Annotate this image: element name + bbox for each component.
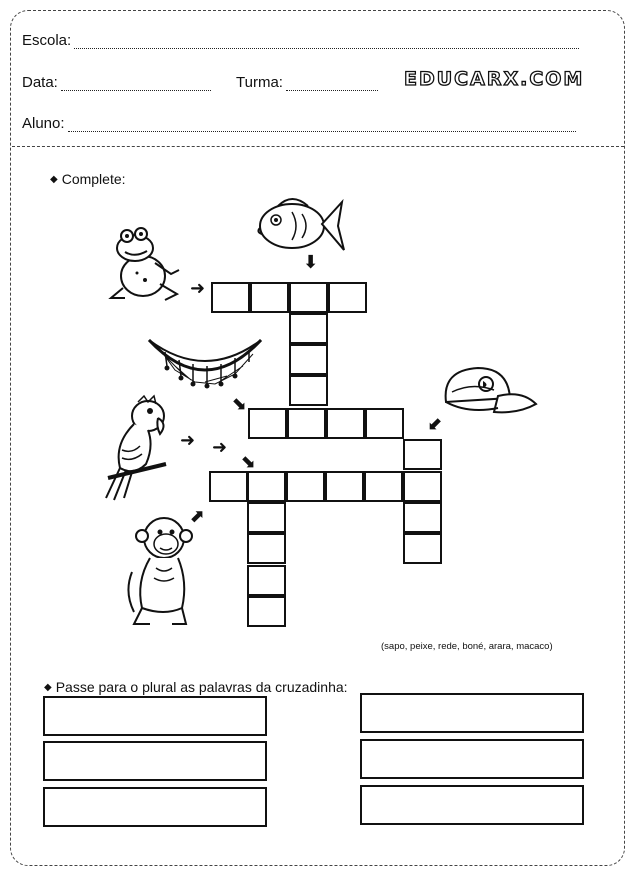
student-input-line[interactable]: [68, 119, 576, 132]
arrow-frog-icon: ➜: [190, 278, 206, 298]
header-divider: [12, 146, 624, 147]
arrow-arara-icon: ⬊: [240, 451, 256, 471]
answer-box[interactable]: [43, 787, 267, 827]
complete-instruction-text: Complete:: [61, 171, 126, 187]
crossword-cell[interactable]: [211, 282, 250, 313]
arrow-parrot-2-icon: ➜: [212, 437, 228, 457]
frog-icon: [105, 218, 185, 306]
crossword-cell[interactable]: [247, 502, 286, 533]
class-field[interactable]: [236, 74, 378, 91]
arrow-hammock-icon: ⬊: [231, 393, 247, 413]
answer-box[interactable]: [43, 741, 267, 781]
crossword-cell[interactable]: [287, 408, 326, 439]
arrow-cap-icon: ⬋: [428, 413, 444, 433]
crossword-cell[interactable]: [403, 502, 442, 533]
crossword-cell[interactable]: [250, 282, 289, 313]
crossword-cell[interactable]: [247, 565, 286, 596]
crossword-cell[interactable]: [403, 533, 442, 564]
date-field[interactable]: [22, 74, 211, 91]
date-label: Data:: [22, 74, 58, 91]
crossword-cell[interactable]: [286, 471, 325, 502]
answer-box[interactable]: [360, 693, 584, 733]
crossword-cell[interactable]: [364, 471, 403, 502]
fish-icon: [252, 194, 346, 256]
school-input-line[interactable]: [74, 36, 579, 49]
class-label: Turma:: [236, 74, 283, 91]
date-input-line[interactable]: [61, 78, 211, 91]
crossword-cell[interactable]: [247, 533, 286, 564]
plural-instruction: [44, 679, 348, 695]
word-list: (sapo, peixe, rede, boné, arara, macaco): [381, 641, 553, 652]
crossword-cell[interactable]: [326, 408, 365, 439]
bullet-icon: ◆: [44, 682, 52, 693]
student-field[interactable]: [22, 115, 576, 132]
arrow-fish-icon: ⬇: [303, 252, 319, 272]
answer-box[interactable]: [360, 739, 584, 779]
crossword-cell[interactable]: [289, 313, 328, 344]
arrow-parrot-icon: ➜: [180, 430, 196, 450]
plural-instruction-text: Passe para o plural as palavras da cruzadinha:: [55, 679, 348, 695]
answer-box[interactable]: [360, 785, 584, 825]
school-field[interactable]: [22, 32, 579, 49]
crossword-cell[interactable]: [328, 282, 367, 313]
crossword-cell[interactable]: [289, 344, 328, 375]
cap-icon: [438, 362, 538, 420]
parrot-icon: [100, 394, 170, 504]
crossword-cell[interactable]: [289, 282, 328, 313]
crossword-cell[interactable]: [209, 471, 248, 502]
complete-instruction: [50, 171, 126, 187]
crossword-cell[interactable]: [325, 471, 364, 502]
crossword-cell[interactable]: [403, 471, 442, 502]
arrow-monkey-icon: ⬈: [189, 506, 205, 526]
crossword-cell[interactable]: [248, 408, 287, 439]
crossword-cell[interactable]: [403, 439, 442, 470]
answer-box[interactable]: [43, 696, 267, 736]
class-input-line[interactable]: [286, 78, 378, 91]
crossword-cell[interactable]: [365, 408, 404, 439]
site-logo: EDUCARX.COM: [404, 68, 585, 90]
hammock-icon: [145, 330, 265, 400]
student-label: Aluno:: [22, 115, 65, 132]
crossword-cell[interactable]: [289, 375, 328, 406]
crossword-cell[interactable]: [247, 596, 286, 627]
crossword-cell[interactable]: [247, 471, 286, 502]
monkey-icon: [120, 512, 200, 628]
bullet-icon: ◆: [50, 174, 58, 185]
school-label: Escola:: [22, 32, 72, 49]
